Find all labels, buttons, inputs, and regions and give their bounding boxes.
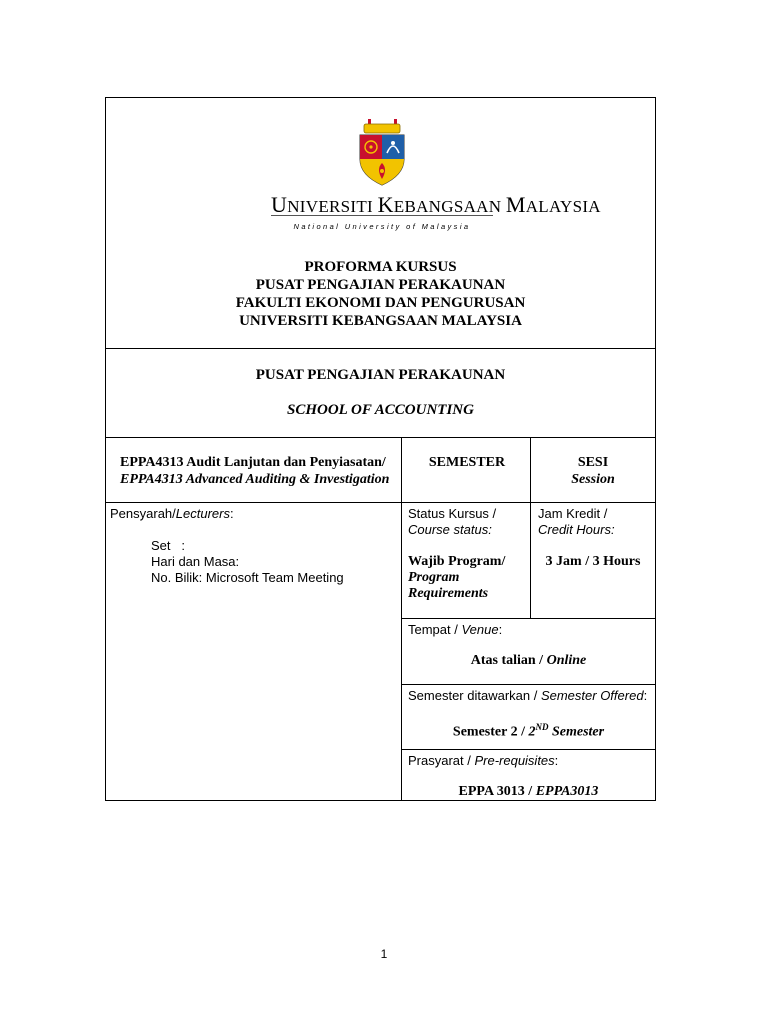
- university-subtitle: National University of Malaysia: [293, 222, 471, 231]
- school-name-english: SCHOOL OF ACCOUNTING: [287, 402, 474, 418]
- course-status-label-malay: Status Kursus /: [408, 506, 497, 521]
- title-line: UNIVERSITI KEBANGSAAN MALAYSIA: [239, 313, 522, 329]
- credit-hours-value: 3 Jam / 3 Hours: [545, 554, 641, 569]
- semester-offered-value: Semester 2 / 2ND Semester: [452, 722, 605, 740]
- title-line: FAKULTI EKONOMI DAN PENGURUSAN: [235, 295, 526, 311]
- venue-value: Atas talian / Online: [470, 653, 587, 668]
- course-status-value: Requirements: [408, 586, 489, 601]
- prerequisites-label: Prasyarat / Pre-requisites:: [408, 753, 559, 768]
- divider: [106, 348, 655, 349]
- column-divider: [530, 437, 531, 618]
- course-status-value: Program: [408, 570, 460, 585]
- course-status-label-english: Course status:: [408, 522, 492, 537]
- ukm-crest-logo: [354, 119, 410, 191]
- title-line: PROFORMA KURSUS: [304, 259, 457, 275]
- lecturer-room: No. Bilik: Microsoft Team Meeting: [151, 570, 344, 585]
- lecturers-label: Pensyarah/Lecturers:: [110, 506, 234, 521]
- course-title-malay: EPPA4313 Audit Lanjutan dan Penyiasatan/: [120, 455, 386, 470]
- divider: [401, 618, 655, 619]
- lecturer-set: Set :: [151, 538, 185, 553]
- school-name-malay: PUSAT PENGAJIAN PERAKAUNAN: [255, 367, 506, 383]
- semester-offered-label: Semester ditawarkan / Semester Offered:: [408, 688, 648, 703]
- semester-label: SEMESTER: [428, 455, 506, 470]
- credit-hours-label-english: Credit Hours:: [538, 522, 615, 537]
- divider: [401, 749, 655, 750]
- proforma-table: [105, 97, 656, 801]
- divider: [401, 684, 655, 685]
- lecturer-day-time: Hari dan Masa:: [151, 554, 240, 569]
- session-label: Session: [571, 472, 615, 487]
- venue-label: Tempat / Venue:: [408, 622, 503, 637]
- divider: [106, 502, 655, 503]
- course-status-value: Wajib Program/: [408, 554, 506, 569]
- university-name-logotype: UNIVERSITI KEBANGSAAN MALAYSIA: [271, 192, 601, 217]
- sesi-label: SESI: [577, 455, 609, 470]
- page-number: 1: [380, 947, 388, 961]
- logotype-rule: [271, 215, 493, 216]
- column-divider: [401, 437, 402, 801]
- credit-hours-label-malay: Jam Kredit /: [538, 506, 608, 521]
- prerequisites-value: EPPA 3013 / EPPA3013: [458, 784, 599, 799]
- proforma-title: [106, 258, 655, 330]
- title-line: PUSAT PENGAJIAN PERAKAUNAN: [255, 277, 506, 293]
- divider: [106, 437, 655, 438]
- course-title-english: EPPA4313 Advanced Auditing & Investigation: [120, 472, 390, 487]
